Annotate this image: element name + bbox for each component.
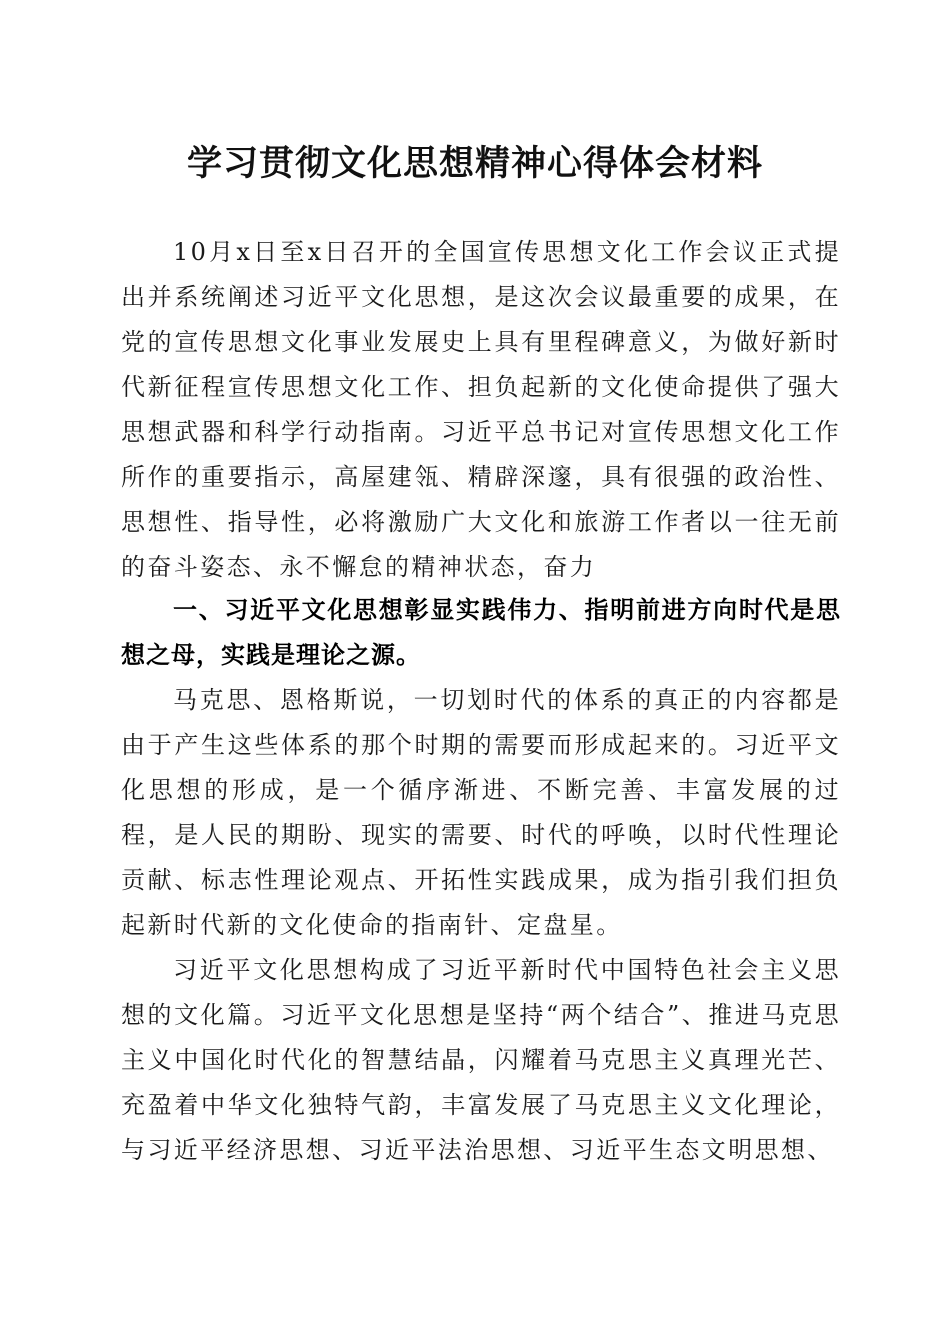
paragraph-intro: 10月x日至x日召开的全国宣传思想文化工作会议正式提出并系统阐述习近平文化思想，是这次会议最重要的成果，在党的宣传思想文化事业发展史上具有里程碑意义，为做好新时代新征程宣传思想文化工作、担负起新的文化使命提供了强大思想武器和科学行动指南。习近平总书记对宣传思想文化工作所作的重要指示，高屋建瓴、精辟深邃，具有很强的政治性、思想性、指导性，必将激励广大文化和旅游工作者以一往无前的奋斗姿态、永不懈怠的精神状态，奋力 — [121, 238, 841, 581]
paragraph-culture-chapter: 习近平文化思想构成了习近平新时代中国特色社会主义思想的文化篇。习近平文化思想是坚持“两个结合”、推进马克思主义中国化时代化的智慧结晶，闪耀着马克思主义真理光芒、充盈着中华文化独特气韵，丰富发展了马克思主义文化理论，与习近平经济思想、习近平法治思想、习近平生态文明思想、 — [121, 956, 841, 1164]
section-heading-1: 一、习近平文化思想彰显实践伟力、指明前进方向时代是思想之母，实践是理论之源。 — [121, 596, 841, 669]
document-title: 学习贯彻文化思想精神心得体会材料 — [186, 143, 763, 184]
paragraph-marx-engels: 马克思、恩格斯说，一切划时代的体系的真正的内容都是由于产生这些体系的那个时期的需要而形成起来的。习近平文化思想的形成，是一个循序渐进、不断完善、丰富发展的过程，是人民的期盼、现实的需要、时代的呼唤，以时代性理论贡献、标志性理论观点、开拓性实践成果，成为指引我们担负起新时代新的文化使命的指南针、定盘星。 — [121, 686, 841, 939]
